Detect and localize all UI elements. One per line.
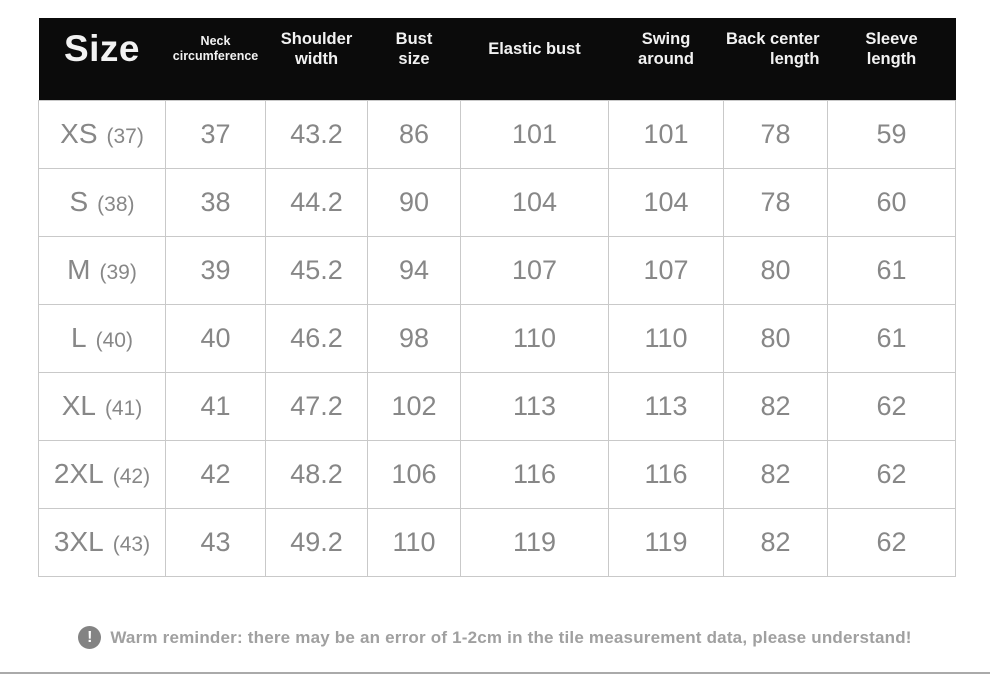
cell-neck: 38 <box>166 168 266 236</box>
cell-neck: 43 <box>166 508 266 576</box>
size-label: S <box>69 186 89 217</box>
table-row-m <box>39 236 956 304</box>
size-label: L <box>71 322 87 353</box>
cell-shoulder: 44.2 <box>266 168 368 236</box>
cell-size <box>39 168 166 236</box>
cell-size <box>39 100 166 168</box>
cell-back: 78 <box>724 168 828 236</box>
col-header-sleeve-length: Sleeve length <box>828 18 956 100</box>
cell-swing: 113 <box>609 372 724 440</box>
warm-reminder-text: Warm reminder: there may be an error of 1-2cm in the tile measurement data, please understand! <box>110 627 912 647</box>
cell-shoulder: 49.2 <box>266 508 368 576</box>
cell-neck: 39 <box>166 236 266 304</box>
size-label: M <box>67 254 91 285</box>
size-number: (43) <box>112 533 151 556</box>
size-label: XL <box>61 390 96 421</box>
table-row-2xl <box>39 440 956 508</box>
cell-shoulder: 43.2 <box>266 100 368 168</box>
cell-neck: 42 <box>166 440 266 508</box>
cell-sleeve: 62 <box>828 508 956 576</box>
col-header-bust-size: Bust size <box>368 18 461 100</box>
cell-sleeve: 62 <box>828 372 956 440</box>
cell-neck: 41 <box>166 372 266 440</box>
cell-swing: 107 <box>609 236 724 304</box>
size-chart-table <box>38 18 956 577</box>
cell-elastic: 101 <box>461 100 609 168</box>
cell-swing: 110 <box>609 304 724 372</box>
col-header-elastic-bust: Elastic bust <box>461 18 609 100</box>
size-number: (39) <box>99 261 137 284</box>
cell-swing: 104 <box>609 168 724 236</box>
cell-size <box>39 372 166 440</box>
cell-sleeve: 61 <box>828 304 956 372</box>
table-row-l <box>39 304 956 372</box>
cell-neck: 40 <box>166 304 266 372</box>
cell-sleeve: 60 <box>828 168 956 236</box>
cell-elastic: 110 <box>461 304 609 372</box>
size-number: (37) <box>106 125 144 148</box>
size-label: 3XL <box>53 526 104 557</box>
cell-bust: 106 <box>368 440 461 508</box>
size-number: (42) <box>112 465 151 488</box>
cell-back: 82 <box>724 372 828 440</box>
cell-bust: 94 <box>368 236 461 304</box>
cell-sleeve: 61 <box>828 236 956 304</box>
exclamation-icon: ! <box>78 626 101 649</box>
warm-reminder-note <box>0 626 990 649</box>
table-row-xl <box>39 372 956 440</box>
cell-back: 80 <box>724 236 828 304</box>
cell-bust: 86 <box>368 100 461 168</box>
cell-sleeve: 62 <box>828 440 956 508</box>
size-label: XS <box>60 118 98 149</box>
cell-shoulder: 48.2 <box>266 440 368 508</box>
cell-swing: 116 <box>609 440 724 508</box>
cell-back: 82 <box>724 440 828 508</box>
cell-back: 78 <box>724 100 828 168</box>
cell-back: 80 <box>724 304 828 372</box>
table-row-s <box>39 168 956 236</box>
cell-bust: 102 <box>368 372 461 440</box>
table-row-3xl <box>39 508 956 576</box>
col-header-size: Size <box>39 18 166 100</box>
cell-size <box>39 236 166 304</box>
cell-elastic: 107 <box>461 236 609 304</box>
cell-elastic: 104 <box>461 168 609 236</box>
cell-elastic: 116 <box>461 440 609 508</box>
cell-size <box>39 508 166 576</box>
cell-elastic: 119 <box>461 508 609 576</box>
table-row-xs <box>39 100 956 168</box>
cell-swing: 119 <box>609 508 724 576</box>
cell-bust: 110 <box>368 508 461 576</box>
cell-sleeve: 59 <box>828 100 956 168</box>
cell-swing: 101 <box>609 100 724 168</box>
col-header-shoulder-width: Shoulder width <box>266 18 368 100</box>
cell-shoulder: 47.2 <box>266 372 368 440</box>
cell-bust: 98 <box>368 304 461 372</box>
cell-shoulder: 46.2 <box>266 304 368 372</box>
size-label: 2XL <box>53 458 104 489</box>
cell-size <box>39 440 166 508</box>
cell-back: 82 <box>724 508 828 576</box>
size-number: (40) <box>95 329 133 352</box>
cell-size <box>39 304 166 372</box>
col-header-back-center-length: Back center length <box>724 18 828 100</box>
cell-shoulder: 45.2 <box>266 236 368 304</box>
size-number: (41) <box>104 397 143 420</box>
cell-bust: 90 <box>368 168 461 236</box>
col-header-neck-circumference: Neck circumference <box>166 18 266 100</box>
cell-neck: 37 <box>166 100 266 168</box>
cell-elastic: 113 <box>461 372 609 440</box>
col-header-swing-around: Swing around <box>609 18 724 100</box>
table-header-row <box>39 18 956 100</box>
size-number: (38) <box>97 193 135 216</box>
